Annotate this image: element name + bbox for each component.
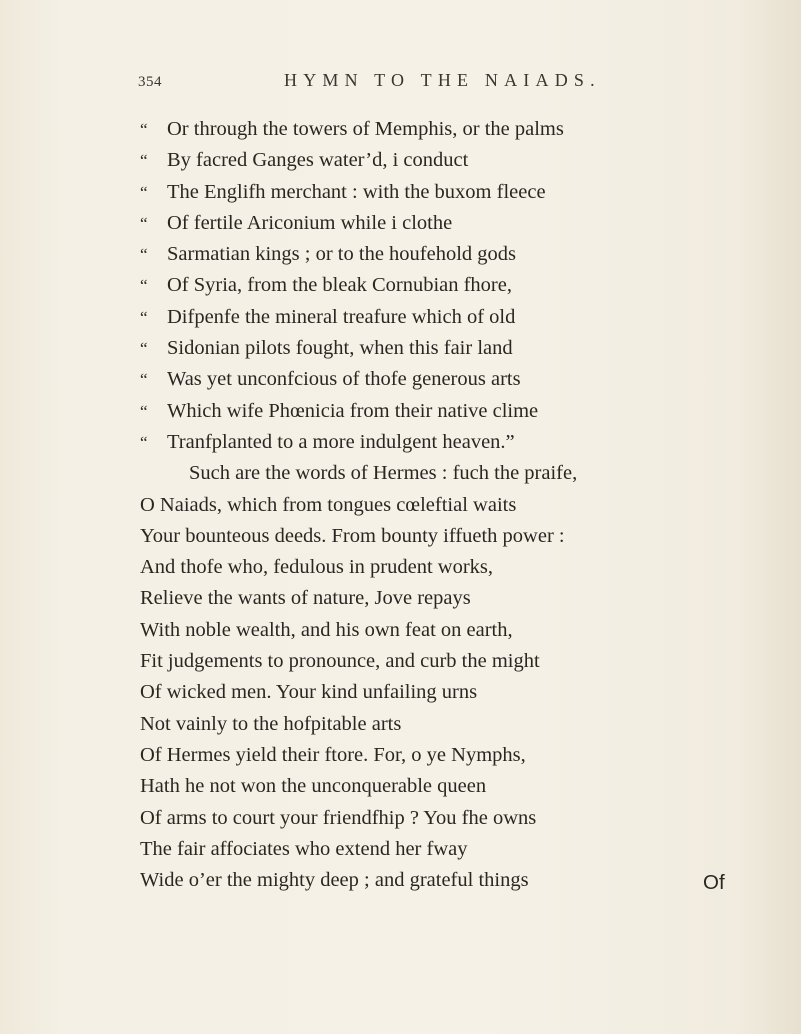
poem-line: “ By facred Ganges water’d, i conduct [140,145,660,176]
poem-line: “ Sarmatian kings ; or to the houfehold gods [140,239,660,270]
quote-mark: “ [140,339,148,359]
poem-line: “ Or through the towers of Memphis, or the palms [140,114,660,145]
page-number: 354 [138,74,162,90]
poem-line: Of wicked men. Your kind unfailing urns [140,681,478,704]
quote-mark: “ [140,245,148,265]
poem-line: “ The Englifh merchant : with the buxom fleece [140,177,660,208]
poem-line: Of Hermes yield their ftore. For, o ye Nymphs, [140,743,526,766]
poem-line: Wide o’er the mighty deep ; and grateful things [140,869,529,892]
quote-mark: “ [140,370,148,390]
quote-mark: “ [140,213,148,233]
quote-mark: “ [140,432,148,452]
quote-mark: “ [140,401,148,421]
running-title: HYMN TO THE NAIADS. [284,70,601,90]
poem-line: “ Difpenfe the mineral treafure which of old [140,302,660,333]
poem-line: Hath he not won the unconquerable queen [140,775,487,798]
poem-line: “ Sidonian pilots fought, when this fair land [140,333,660,364]
poem-line: Relieve the wants of nature, Jove repays [140,587,471,610]
quote-mark: “ [140,120,148,139]
poem-line: And thofe who, fedulous in prudent works, [140,556,494,579]
catchword: Of [703,871,725,894]
poem-line: “ Of Syria, from the bleak Cornubian fhore, [140,270,660,301]
poem-line-indented: Such are the words of Hermes : fuch the praife, [189,462,578,485]
poem-line: “ Of fertile Ariconium while i clothe [140,208,660,239]
poem-line: With noble wealth, and his own feat on earth, [140,618,513,641]
quote-mark: “ [140,276,148,296]
poem-line: The fair affociates who extend her fway [140,837,468,860]
poem-line: “ Tranfplanted to a more indulgent heaven.” [140,427,660,458]
quote-mark: “ [140,307,148,327]
poem-line: Your bounteous deeds. From bounty iffueth power : [140,524,565,547]
quote-mark: “ [140,182,148,202]
poem-line: Of arms to court your friendfhip ? You fhe owns [140,806,537,829]
poem-line: Not vainly to the hofpitable arts [140,712,402,735]
poem-text [140,114,660,896]
poem-line: O Naiads, which from tongues cœleftial waits [140,493,517,516]
poem-line: “ Was yet unconfcious of thofe generous arts [140,364,660,395]
poem-line: “ Which wife Phœnicia from their native clime [140,396,660,427]
quote-mark: “ [140,151,148,171]
poem-line: Fit judgements to pronounce, and curb the might [140,650,540,673]
